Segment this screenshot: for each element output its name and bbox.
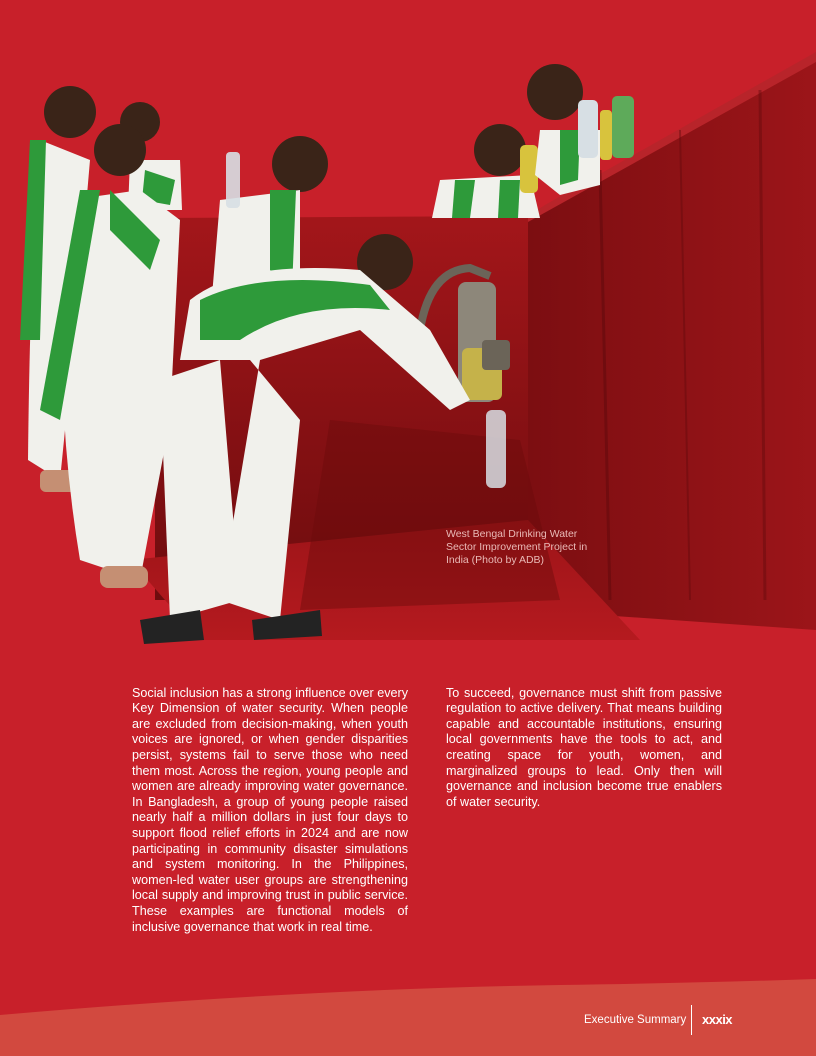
page-number: xxxix <box>702 1012 733 1027</box>
girl-top-right-left <box>432 124 540 218</box>
body-text-left-column: Social inclusion has a strong influence over every Key Dimension of water security. When people are excluded from decision-making, when youth voices are ignored, or when gender disparities persist, systems fail to serve those who need them most. Across the region, young people and women are already improving water governance. In Bangladesh, a group of young people raised nearly half a million dollars in just four days to support flood relief efforts in 2024 and are now participating in community disaster simulations and system monitoring. In the Philippines, women-led water user groups are strengthening local supply and improving trust in public service. These examples are functional models of inclusive governance that work in real time. <box>132 685 408 934</box>
body-text-right-column: To succeed, governance must shift from passive regulation to active delivery. That means building capable and accountable institutions, ensuring local governments have the tools to act, and creating space for youth, women, and marginalized groups to lead. Only then will governance and inclusion become true enablers of water security. <box>446 685 722 809</box>
footer-section-label: Executive Summary <box>584 1014 687 1026</box>
photo-caption: West Bengal Drinking Water Sector Improvement Project in India (Photo by ADB) <box>446 528 588 566</box>
footer-band <box>0 975 816 1056</box>
footer-divider <box>691 1005 692 1035</box>
